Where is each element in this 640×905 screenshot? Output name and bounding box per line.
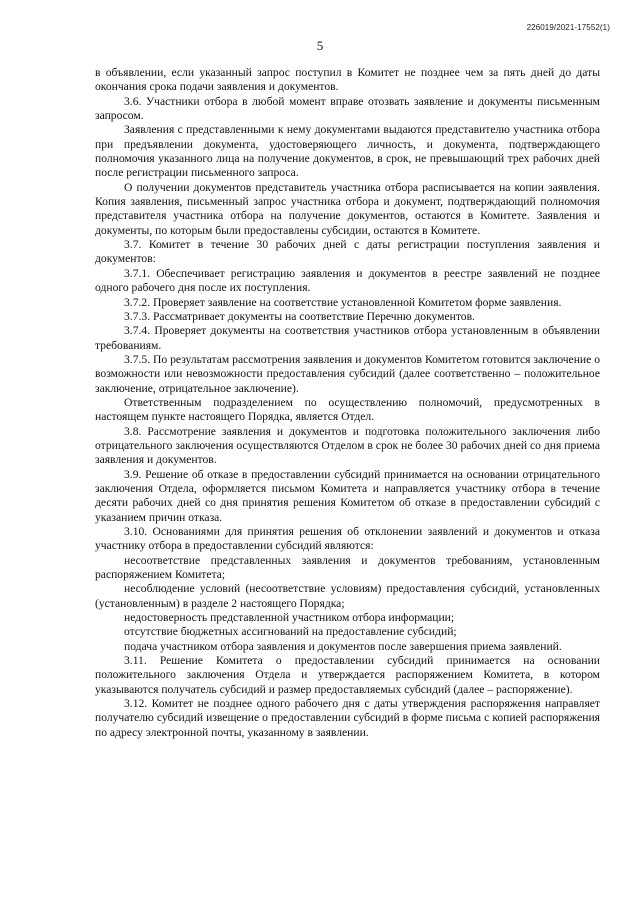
paragraph: 3.10. Основаниями для принятия решения об отклонении заявлений и документов и отказа участнику отбора в предоставлении субсидий являются: — [95, 525, 600, 553]
document-number: 226019/2021-17552(1) — [526, 23, 610, 32]
paragraph: 3.7.4. Проверяет документы на соответствия участников отбора установленным в объявлении требованиям. — [95, 324, 600, 352]
paragraph: Заявления с представленными к нему документами выдаются представителю участника отбора при предъявлении документа, удостоверяющего личность, и документа, подтверждающего полномочия указанного лица на получение документов, в срок, не превышающий трех рабочих дней после регистрации письменного запроса. — [95, 123, 600, 180]
paragraph: подача участником отбора заявления и документов после завершения приема заявлений. — [124, 639, 562, 653]
paragraph: недостоверность представленной участником отбора информации; — [124, 611, 455, 625]
paragraph: несоблюдение условий (несоответствие условиям) предоставления субсидий, установленных (установленным) в разделе 2 настоящего Порядка; — [95, 582, 600, 610]
paragraph: О получении документов представитель участника отбора расписывается на копии заявления. Копия заявления, письменный запрос участника отбора и документ, подтверждающий полномочия представителя участника отбора на получение документов, остаются в Комитете. Заявления и документы, по которым были предоставлены субсидии, остаются в Комитете. — [95, 180, 600, 237]
paragraph: 3.7.3. Рассматривает документы на соответствие Перечню документов. — [124, 309, 475, 323]
paragraph: 3.9. Решение об отказе в предоставлении субсидий принимается на основании отрицательного заключения Отдела, оформляется письмом Комитета и направляется участнику отбора в течение десяти рабочих дней со дня принятия решения Комитетом об отказе в предоставлении субсидий с указанием причин отказа. — [95, 467, 600, 524]
paragraph: 3.7. Комитет в течение 30 рабочих дней с даты регистрации поступления заявления и документов: — [95, 238, 600, 266]
paragraph: 3.7.2. Проверяет заявление на соответствие установленной Комитетом форме заявления. — [124, 295, 562, 309]
document-body — [95, 66, 600, 740]
paragraph: 3.8. Рассмотрение заявления и документов и подготовка положительного заключения либо отрицательного заключения осуществляются Отделом в срок не более 30 рабочих дней со дня приема заявления и документов. — [95, 424, 600, 467]
paragraph: 3.11. Решение Комитета о предоставлении субсидий принимается на основании положительного заключения Отдела и утверждается распоряжением Комитета, в котором указываются получатель субсидий и размер предоставляемых субсидий (далее – распоряжение). — [95, 654, 600, 696]
paragraph: несоответствие представленных заявления и документов требованиям, установленным распоряжением Комитета; — [95, 553, 600, 582]
paragraph: 3.12. Комитет не позднее одного рабочего дня с даты утверждения распоряжения направляет получателю субсидий извещение о предоставлении субсидий в форме письма с копией распоряжения по адресу электронной почты, указанному в заявлении. — [95, 697, 600, 739]
paragraph: отсутствие бюджетных ассигнований на предоставление субсидий; — [124, 625, 457, 639]
paragraph: 3.7.5. По результатам рассмотрения заявления и документов Комитетом готовится заключение о возможности или невозможности предоставления субсидий (далее соответственно – положительное заключение, отрицательное заключение). — [95, 352, 600, 395]
paragraph: 3.6. Участники отбора в любой момент вправе отозвать заявление и документы письменным запросом. — [95, 94, 600, 123]
page-number: 5 — [316, 38, 324, 53]
paragraph: Ответственным подразделением по осуществлению полномочий, предусмотренных в настоящем пункте настоящего Порядка, является Отдел. — [95, 395, 600, 424]
paragraph: 3.7.1. Обеспечивает регистрацию заявления и документов в реестре заявлений не позднее одного рабочего дня после их поступления. — [95, 266, 600, 295]
paragraph: в объявлении, если указанный запрос поступил в Комитет не позднее чем за пять дней до даты окончания срока подачи заявления и документов. — [95, 66, 600, 94]
